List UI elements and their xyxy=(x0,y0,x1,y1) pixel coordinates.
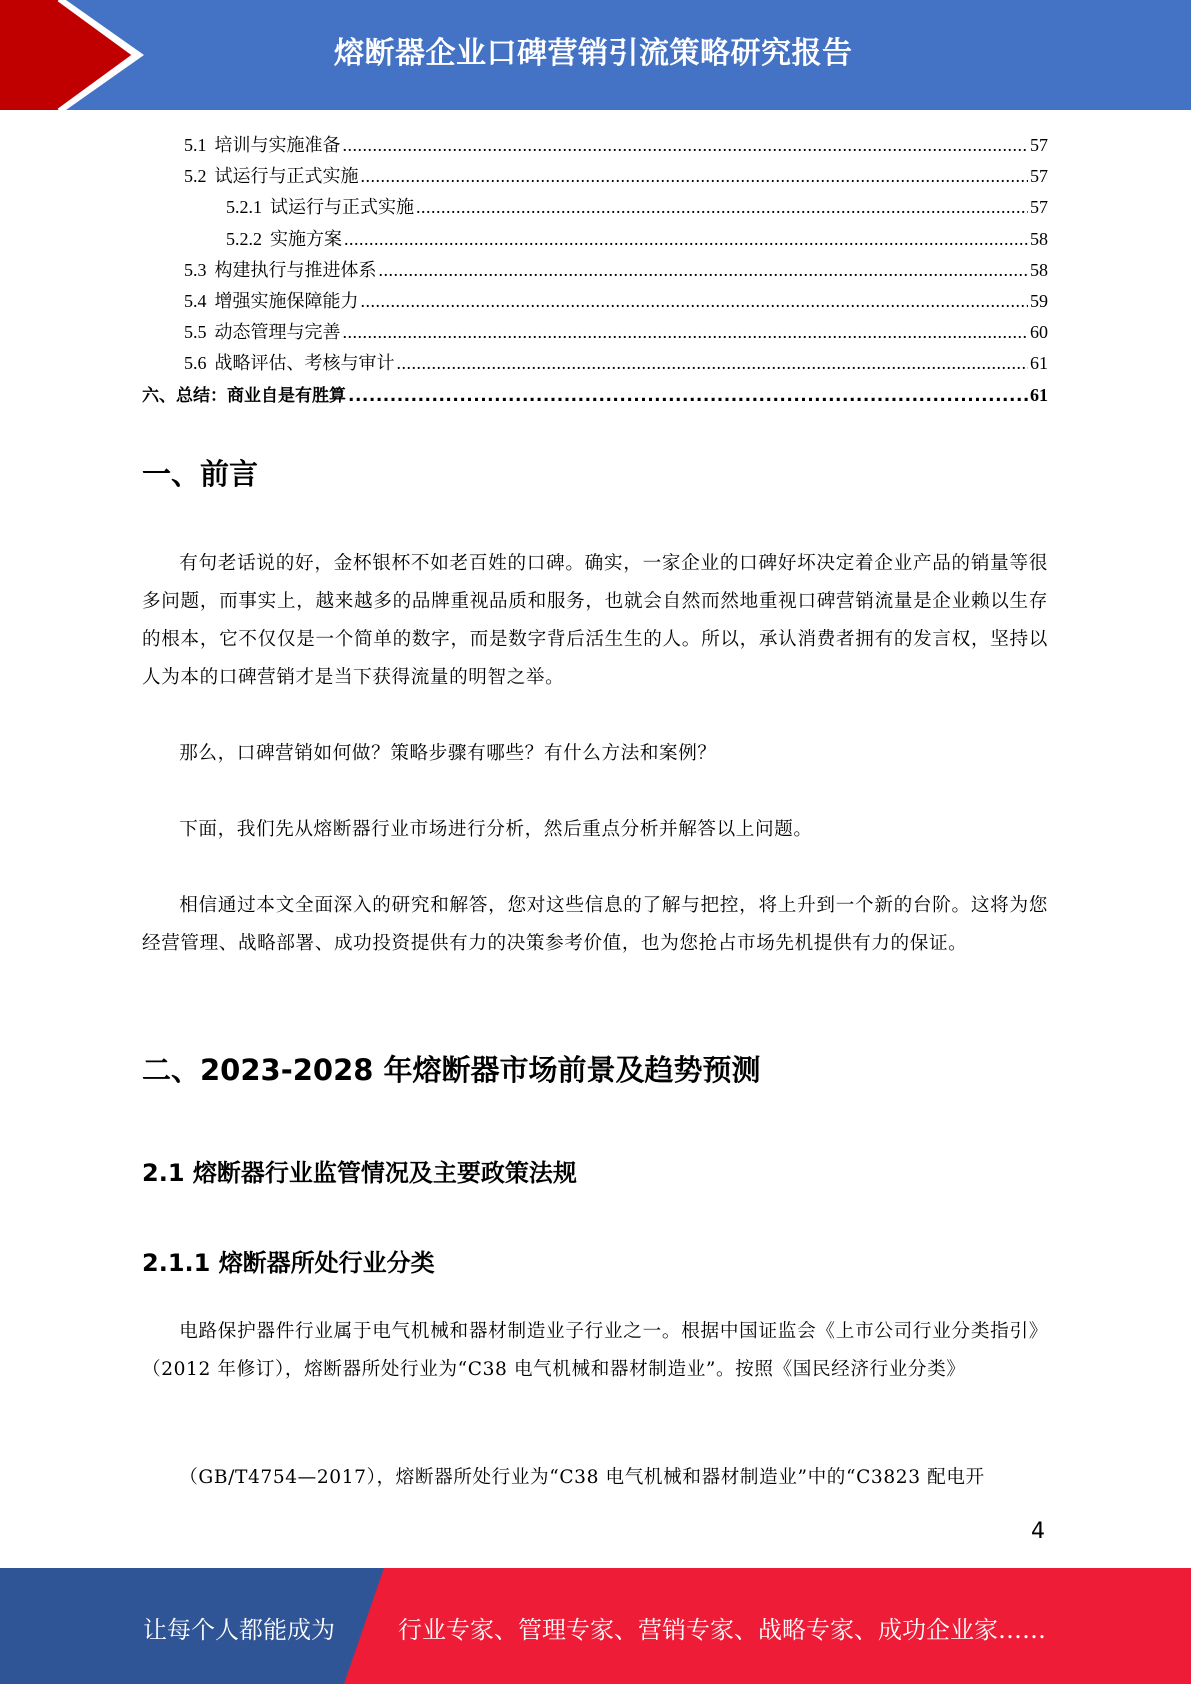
toc-entry-page: 57 xyxy=(1030,135,1048,155)
toc-entry-number: 5.1 xyxy=(184,135,207,155)
heading-chapter-2: 二、2023-2028 年熔断器市场前景及趋势预测 xyxy=(142,1053,761,1087)
footer-slogan-left: 让每个人都能成为 xyxy=(143,1616,335,1644)
toc-entry[interactable] xyxy=(142,317,1048,348)
toc-dot-leader xyxy=(379,255,1029,286)
preface-paragraph-4: 相信通过本文全面深入的研究和解答，您对这些信息的了解与把控，将上升到一个新的台阶。这将为您经营管理、战略部署、成功投资提供有力的决策参考价值，也为您抢占市场先机提供有力的保证。 xyxy=(142,895,1048,954)
toc-dot-leader xyxy=(344,224,1028,255)
toc-dot-leader xyxy=(361,286,1029,317)
toc-entry[interactable] xyxy=(142,380,1048,411)
footer-slogan-right: 行业专家、管理专家、营销专家、战略专家、成功企业家…… xyxy=(398,1616,1046,1644)
toc-entry-page: 61 xyxy=(1030,384,1048,405)
toc-entry[interactable] xyxy=(142,255,1048,286)
toc-entry-label: 增强实施保障能力 xyxy=(214,290,359,311)
toc-dot-leader xyxy=(416,192,1028,223)
toc-entry-label: 动态管理与完善 xyxy=(214,322,341,343)
toc-entry-number: 5.5 xyxy=(184,322,207,343)
toc-entry-page: 57 xyxy=(1030,197,1048,218)
toc-entry-label: 战略评估、考核与审计 xyxy=(214,353,395,374)
toc-entry-page: 61 xyxy=(1030,353,1048,374)
toc-entry[interactable] xyxy=(142,130,1048,161)
toc-dot-leader xyxy=(361,161,1029,192)
section-2-1-1-paragraph-1: 电路保护器件行业属于电气机械和器材制造业子行业之一。根据中国证监会《上市公司行业分类指引》（2012 年修订），熔断器所处行业为“C38 电气机械和器材制造业”。按照《国民经济行业分类》 xyxy=(142,1321,1048,1380)
toc-entry-label: 试运行与正式实施 xyxy=(270,197,414,218)
toc-entry-number: 5.4 xyxy=(184,290,207,311)
toc-entry-page: 58 xyxy=(1030,259,1048,280)
preface-paragraph-1: 有句老话说的好，金杯银杯不如老百姓的口碑。确实，一家企业的口碑好坏决定着企业产品的销量等很多问题，而事实上，越来越多的品牌重视品质和服务，也就会自然而然地重视口碑营销流量是企业赖以生存的根本，它不仅仅是一个简单的数字，而是数字背后活生生的人。所以，承认消费者拥有的发言权，坚持以人为本的口碑营销才是当下获得流量的明智之举。 xyxy=(142,553,1048,688)
toc-entry[interactable] xyxy=(142,161,1048,192)
toc-entry[interactable] xyxy=(142,192,1048,223)
toc-entry[interactable] xyxy=(142,286,1048,317)
toc-dot-leader xyxy=(397,348,1029,379)
toc-entry-label: 培训与实施准备 xyxy=(214,135,341,155)
heading-section-2-1-1: 2.1.1 熔断器所处行业分类 xyxy=(142,1249,435,1277)
toc-entry-label: 试运行与正式实施 xyxy=(214,166,359,187)
toc-entry-number: 5.3 xyxy=(184,259,207,280)
toc-dot-leader xyxy=(343,317,1029,348)
toc-dot-leader xyxy=(343,130,1029,161)
toc-entry-page: 60 xyxy=(1030,322,1048,343)
toc-entry-page: 57 xyxy=(1030,166,1048,187)
page-header xyxy=(0,0,1191,110)
preface-paragraph-2: 那么，口碑营销如何做？策略步骤有哪些？有什么方法和案例？ xyxy=(179,743,717,764)
toc-entry-number: 5.2.1 xyxy=(226,197,262,218)
heading-preface: 一、前言 xyxy=(142,457,259,491)
toc-entry-page: 58 xyxy=(1030,228,1048,249)
toc-entry-page: 59 xyxy=(1030,290,1048,311)
toc-entry[interactable] xyxy=(142,224,1048,255)
toc-entry[interactable] xyxy=(142,348,1048,379)
toc-entry-number: 5.2 xyxy=(184,166,207,187)
toc-entry-number: 5.6 xyxy=(184,353,207,374)
table-of-contents xyxy=(142,130,1048,411)
toc-dot-leader xyxy=(348,381,1028,412)
toc-entry-number: 5.2.2 xyxy=(226,228,262,249)
preface-paragraph-3: 下面，我们先从熔断器行业市场进行分析，然后重点分析并解答以上问题。 xyxy=(179,819,813,840)
section-2-1-1-paragraph-2: （GB/T4754—2017），熔断器所处行业为“C38 电气机械和器材制造业”中的“C3823 配电开 xyxy=(179,1467,985,1488)
header-arrow-decoration xyxy=(0,0,160,110)
toc-entry-label: 构建执行与推进体系 xyxy=(214,259,377,280)
report-title: 熔断器企业口碑营销引流策略研究报告 xyxy=(334,36,853,71)
toc-entry-label: 实施方案 xyxy=(270,228,342,249)
page-number: 4 xyxy=(1031,1519,1045,1544)
heading-section-2-1: 2.1 熔断器行业监管情况及主要政策法规 xyxy=(142,1159,577,1187)
page-footer xyxy=(0,1568,1191,1684)
toc-entry-label: 六、总结：商业自是有胜算 xyxy=(142,385,346,406)
